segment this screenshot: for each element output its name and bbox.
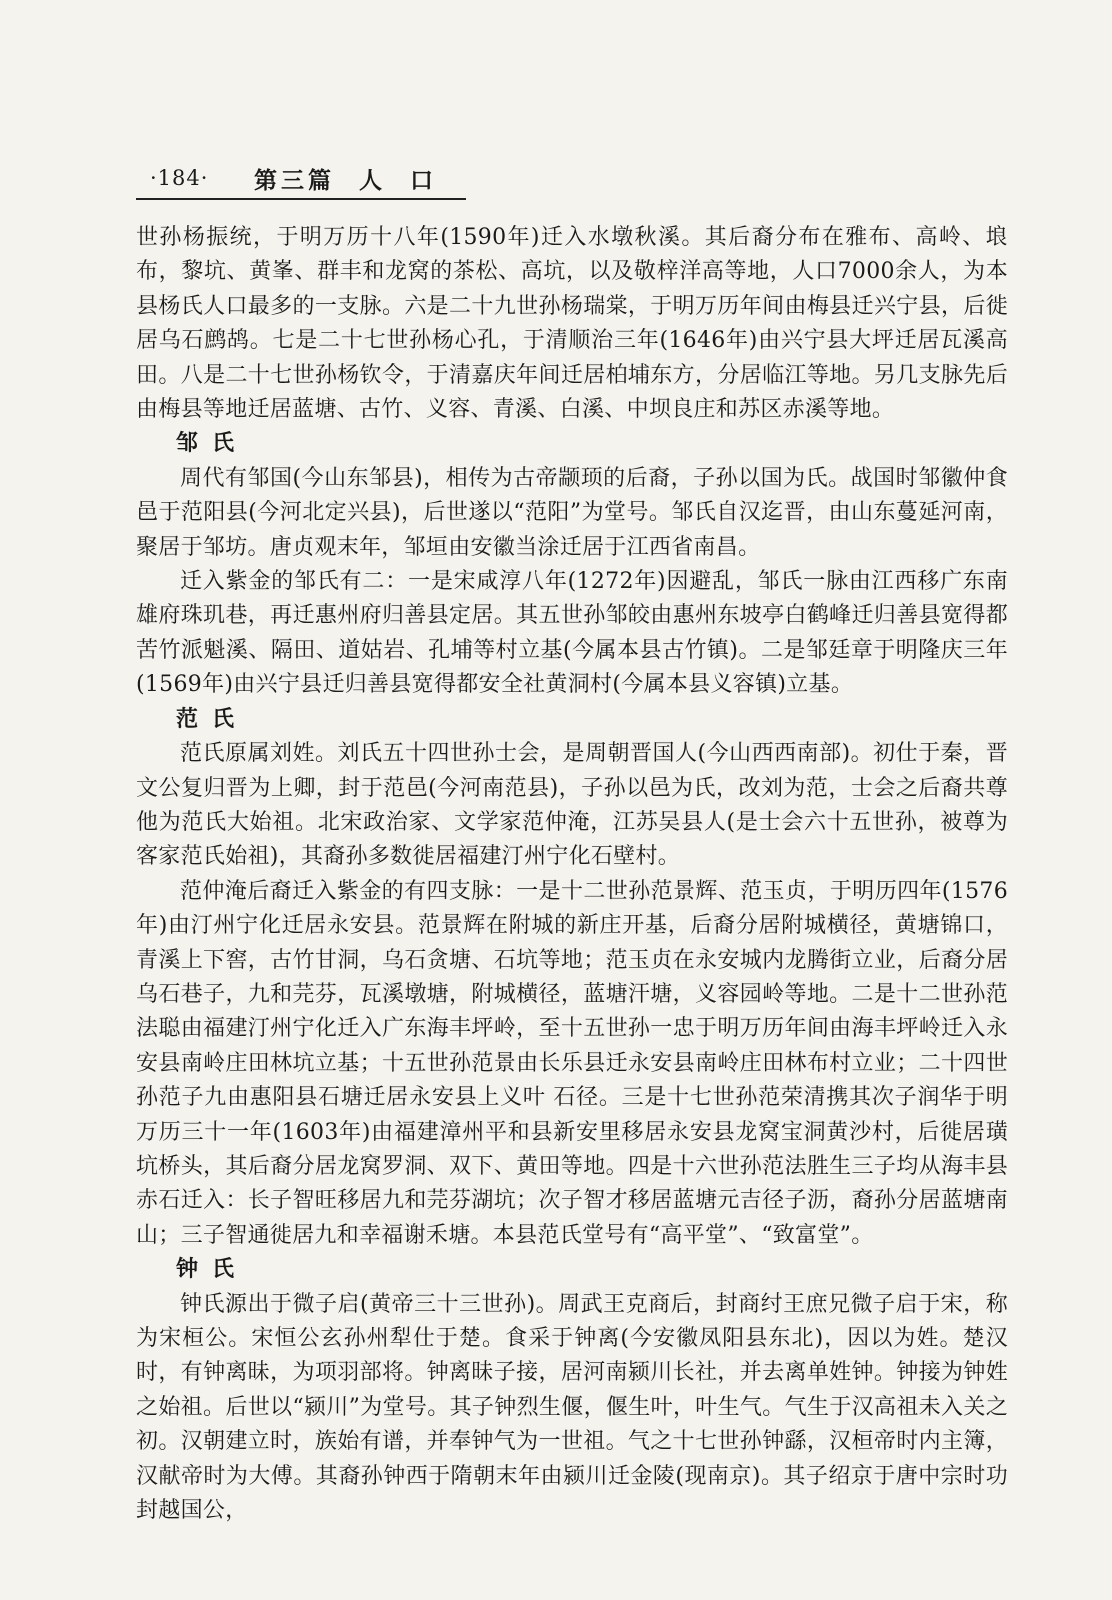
page-number: ·184·: [150, 166, 209, 190]
paragraph-yang-continued: 世孙杨振统，于明万历十八年(1590年)迁入水墩秋溪。其后裔分布在雅布、高岭、埌布，黎坑、黄峯、群丰和龙窝的茶松、高坑，以及敬梓洋高等地，人口7000余人，为本县杨氏人口最多的一支脉。六是二十九世孙杨瑞棠，于明万历年间由梅县迁兴宁县，后徙居乌石鹧鸪。七是二十七世孙杨心孔，于清顺治三年(1646年)由兴宁县大坪迁居瓦溪高田。八是二十七世孙杨钦令，于清嘉庆年间迁居柏埔东方，分居临江等地。另几支脉先后由梅县等地迁居蓝塘、古竹、义容、青溪、白溪、中坝良庄和苏区赤溪等地。: [136, 225, 1008, 423]
body-text: [136, 221, 1008, 1528]
paragraph-zhong-origin: 钟氏源出于微子启(黄帝三十三世孙)。周武王克商后，封商纣王庶兄微子启于宋，称为宋桓公。宋恒公玄孙州犁仕于楚。食采于钟离(今安徽凤阳县东北)，因以为姓。楚汉时，有钟离昧，为项羽部将。钟离昧子接，居河南颍川长社，并去离单姓钟。钟接为钟姓之始祖。后世以“颍川”为堂号。其子钟烈生偃，偃生叶，叶生气。气生于汉高祖未入关之初。汉朝建立时，族始有谱，并奉钟气为一世祖。气之十七世孙钟繇，汉桓帝时内主簿，汉献帝时为大傅。其裔孙钟西于隋朝末年由颍川迁金陵(现南京)。其子绍京于唐中宗时功封越国公，: [136, 1291, 1008, 1524]
section-heading-zhong: 钟氏: [176, 1257, 249, 1283]
paragraph-zou-migration: 迁入紫金的邹氏有二：一是宋咸淳八年(1272年)因避乱，邹氏一脉由江西移广东南雄府珠玑巷，再迁惠州府归善县定居。其五世孙邹皎由惠州东坡亭白鹤峰迁归善县宽得都苦竹派魁溪、隔田、道姑岩、孔埔等村立基(今属本县古竹镇)。二是邹廷章于明隆庆三年(1569年)由兴宁县迁归善县宽得都安全社黄洞村(今属本县义容镇)立基。: [136, 569, 1008, 698]
paragraph-fan-origin: 范氏原属刘姓。刘氏五十四世孙士会，是周朝晋国人(今山西西南部)。初仕于秦，晋文公复归晋为上卿，封于范邑(今河南范县)，子孙以邑为氏，改刘为范，士会之后裔共尊他为范氏大始祖。北宋政治家、文学家范仲淹，江苏吴县人(是士会六十五世孙，被尊为客家范氏始祖)，其裔孙多数徙居福建汀州宁化石壁村。: [136, 741, 1008, 870]
section-heading-fan: 范氏: [176, 706, 249, 732]
paragraph-zou-origin: 周代有邹国(今山东邹县)，相传为古帝颛顼的后裔，子孙以国为氏。战国时邹徽仲食邑于范阳县(今河北定兴县)，后世遂以“范阳”为堂号。邹氏自汉迄晋，由山东蔓延河南，聚居于邹坊。唐贞观末年，邹垣由安徽当涂迁居于江西省南昌。: [136, 465, 1008, 560]
chapter-title: 第三篇 人 口: [254, 168, 438, 194]
page-header: [136, 162, 466, 200]
paragraph-fan-migration: 范仲淹后裔迁入紫金的有四支脉：一是十二世孙范景辉、范玉贞，于明历四年(1576年)由汀州宁化迁居永安县。范景辉在附城的新庄开基，后裔分居附城横径，黄塘锦口，青溪上下窖，古竹甘洞，乌石贪塘、石坑等地；范玉贞在永安城内龙腾街立业，后裔分居乌石巷子，九和芫芬，瓦溪墩塘，附城横径，蓝塘汗塘，义容园岭等地。二是十二世孙范法聪由福建汀州宁化迁入广东海丰坪岭，至十五世孙一忠于明万历年间由海丰坪岭迁入永安县南岭庄田林坑立基；十五世孙范景由长乐县迁永安县南岭庄田林布村立业；二十四世孙范子九由惠阳县石塘迁居永安县上义叶 石径。三是十七世孙范荣清携其次子润华于明万历三十一年(1603年)由福建漳州平和县新安里移居永安县龙窝宝洞黄沙村，后徙居璜坑桥头，其后裔分居龙窝罗洞、双下、黄田等地。四是十六世孙范法胜生三子均从海丰县赤石迁入：长子智旺移居九和芫芬湖坑；次子智才移居蓝塘元吉径子沥，裔孙分居蓝塘南山；三子智通徙居九和幸福谢禾塘。本县范氏堂号有“高平堂”、“致富堂”。: [136, 878, 1008, 1248]
section-heading-zou: 邹氏: [176, 431, 249, 457]
